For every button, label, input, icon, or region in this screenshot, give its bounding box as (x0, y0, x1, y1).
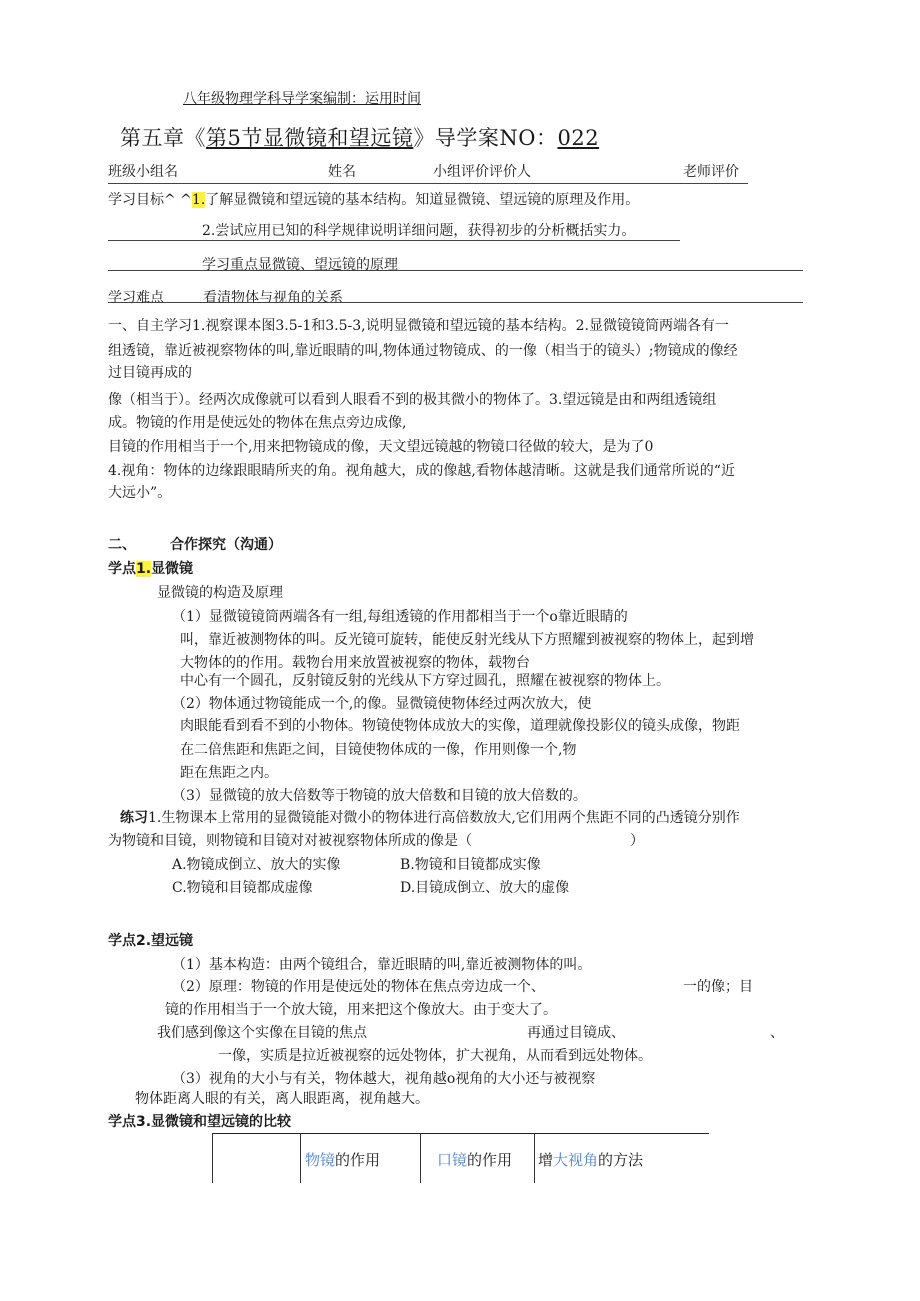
header-text: 八年级物理学科导学案编制：运用时间 (183, 91, 421, 107)
telescope-line-5: 一像，实质是拉近被视察的远处物体，扩大视角，从而看到远处物体。 (218, 1048, 652, 1064)
info-eval: 小组评价评价人 (433, 164, 531, 180)
telescope-line-3: 镜的作用相当于一个放大镜，用来把这个像放大。由于变大了。 (165, 1002, 557, 1018)
exercise-paren-close: ） (630, 833, 644, 849)
telescope-line-6: （3）视角的大小与有关，物体越大，视角越o视角的大小还与被视察 (172, 1071, 596, 1087)
info-name: 姓名 (328, 164, 356, 180)
difficulty-underline (108, 302, 803, 303)
table-header-method (538, 1150, 643, 1170)
self-study-line-5: 成。物镜的作用是使远处的物体在焦点旁边成像, (108, 415, 407, 431)
option-d: D.目镜成倒立、放大的虚像 (400, 880, 570, 896)
goal-2-underline (108, 240, 680, 241)
info-group: 班级小组名 (108, 164, 178, 180)
self-study-line-6: 目镜的作用相当于一个,用来把物镜成的像，天文望远镜越的物镜口径做的较大，是为了0 (108, 439, 654, 455)
key-point: 学习重点显微镜、望远镜的原理 (202, 257, 398, 273)
telescope-line-2b: 一的像；目 (683, 979, 753, 995)
title-number: 022 (557, 126, 600, 150)
self-study-line-1: 一、自主学习1.视察课本图3.5-1和3.5-3,说明显微镜和望远镜的基本结构。2.显微镜镜筒两端各有一 (108, 318, 729, 334)
telescope-line-2a: （2）原理：物镜的作用是使远处的物体在焦点旁边成一个、 (172, 979, 545, 995)
page-title (120, 124, 599, 152)
goal-1-number: 1. (191, 192, 206, 208)
telescope-line-7: 物体距离人眼的有关，离人眼距离，视角越大。 (135, 1091, 429, 1107)
exercise-label: 练习 (120, 810, 148, 826)
difficulty-label: 学习难点 (108, 290, 164, 306)
eyepiece-rest: 的作用 (467, 1151, 513, 1169)
table-col-border-1 (212, 1133, 213, 1183)
microscope-line-8: 距在焦距之内。 (180, 765, 278, 781)
explore-heading: 合作探究（沟通） (170, 537, 282, 553)
objective-blue: 物镜 (305, 1151, 336, 1169)
point-1-label: 学点 (108, 561, 136, 577)
point-1-number: 1. (136, 561, 152, 577)
method-prefix: 增 (538, 1151, 554, 1169)
goals-label: 学习目标^ ^ (108, 192, 192, 208)
title-inner: 第5节显微镜和望远镜 (206, 126, 414, 150)
telescope-line-1: （1）基本构造：由两个镜组合，靠近眼睛的叫,靠近被测物体的叫。 (172, 957, 592, 973)
microscope-line-2: 叫，靠近被测物体的叫。反光镜可旋转，能使反射光线从下方照耀到被视察的物体上，起到增 (180, 632, 754, 648)
goal-1-text: 了解显微镜和望远镜的基本结构。知道显微镜、望远镜的原理及作用。 (205, 192, 640, 208)
eyepiece-blue: 口镜 (437, 1151, 468, 1169)
method-blue: 大视角 (553, 1151, 599, 1169)
microscope-line-9: （3）显微镜的放大倍数等于物镜的放大倍数和目镜的放大倍数的。 (172, 788, 587, 804)
point-3-heading: 学点3.显微镜和望远镜的比较 (108, 1114, 292, 1130)
point-1-title: 显微镜 (151, 561, 194, 577)
objective-rest: 的作用 (335, 1151, 381, 1169)
info-underline (108, 183, 748, 184)
microscope-line-1: （1）显微镜镜筒两端各有一组,每组透镜的作用都相当于一个o靠近眼睛的 (172, 609, 628, 625)
point-2-heading: 学点2.望远镜 (108, 933, 194, 949)
exercise-line-1 (120, 808, 740, 828)
explore-number: 二、 (108, 537, 136, 553)
option-b: B.物镜和目镜都成实像 (400, 857, 541, 873)
header-line (183, 89, 421, 109)
microscope-subtitle: 显微镜的构造及原理 (157, 585, 283, 601)
microscope-line-6: 肉眼能看到看不到的小物体。物镜使物体成放大的实像，道理就像投影仪的镜头成像，物距 (180, 718, 740, 734)
title-suffix: 》导学案NO： (413, 126, 558, 150)
difficulty-text: 看清物体与视角的关系 (203, 290, 343, 306)
table-col-border-2 (300, 1133, 301, 1183)
title-prefix: 第五章《 (120, 126, 206, 150)
self-study-line-7: 4.视角：物体的边缘跟眼睛所夹的角。视角越大，成的像越,看物体越清晰。这就是我们通常所说的“近 (108, 463, 735, 479)
microscope-line-4: 中心有一个圆孔，反射镜反射的光线从下方穿过圆孔，照耀在被视察的物体上。 (180, 673, 670, 689)
key-underline (108, 270, 803, 271)
goal-2: 2.尝试应用已知的科学规律说明详细问题，获得初步的分析概括实力。 (202, 223, 636, 239)
table-header-eyepiece (437, 1150, 512, 1170)
table-top-border (212, 1133, 709, 1134)
exercise-text-1: 1.生物课本上常用的显微镜能对微小的物体进行高倍数放大,它们用两个焦距不同的凸透镜分别作 (148, 810, 740, 826)
self-study-line-4: 像（相当于）。经两次成像就可以看到人眼看不到的极其微小的物体了。3.望远镜是由和两组透镜组 (108, 392, 717, 408)
goal-1 (108, 190, 639, 210)
self-study-line-8: 大远小”。 (108, 485, 172, 501)
table-header-objective (305, 1150, 380, 1170)
microscope-line-7: 在二倍焦距和焦距之间，目镜使物体成的一像，作用则像一个,物 (180, 742, 577, 758)
exercise-line-2: 为物镜和目镜，则物镜和目镜对对被视察物体所成的像是（ (108, 833, 472, 849)
table-col-border-3 (420, 1133, 421, 1183)
point-1-heading (108, 559, 193, 579)
microscope-line-5: （2）物体通过物镜能成一个,的像。显微镜使物体经过两次放大，使 (172, 696, 592, 712)
option-a: A.物镜成倒立、放大的实像 (172, 857, 341, 873)
option-c: C.物镜和目镜都成虚像 (172, 880, 313, 896)
self-study-line-2: 组透镜，靠近被视察物体的叫,靠近眼睛的叫,物体通过物镜成、的一像（相当于的镜头）;物镜成的像经 (108, 343, 738, 359)
table-col-border-4 (534, 1133, 535, 1183)
info-teacher: 老师评价 (683, 164, 739, 180)
method-rest: 的方法 (598, 1151, 644, 1169)
telescope-line-4a: 我们感到像这个实像在目镜的焦点 (157, 1025, 367, 1041)
self-study-line-3: 过目镜再成的 (108, 365, 192, 381)
telescope-line-4b: 再通过目镜成、 (527, 1025, 625, 1041)
microscope-line-3: 大物体的的作用。载物台用来放置被视察的物体，载物台 (180, 655, 530, 671)
telescope-line-4c: 、 (770, 1025, 784, 1041)
